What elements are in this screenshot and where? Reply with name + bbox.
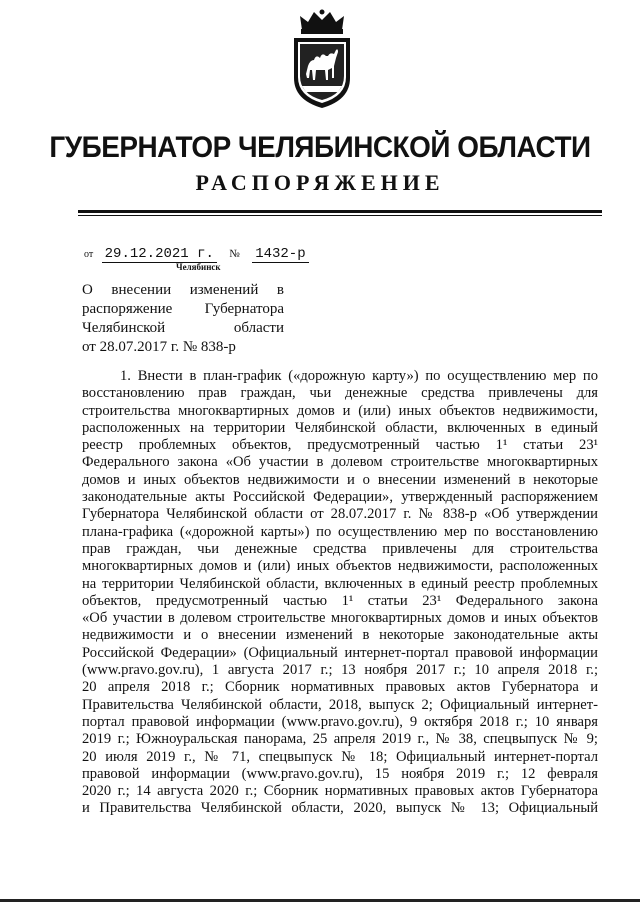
body-line: 1. Внести в план-график («дорожную карту») по осуществлению мер по: [120, 368, 598, 384]
document-type: РАСПОРЯЖЕНИЕ: [195, 170, 445, 195]
document-date: 29.12.2021 г.: [102, 246, 217, 263]
body-line: плана-графика («дорожной карты») по осуществлению мер по восстановлению: [82, 523, 598, 540]
city-label: Челябинск: [176, 262, 221, 272]
header-divider-thin: [78, 215, 602, 216]
body-line: домов и иных объектов недвижимости и о внесении изменений в некоторые: [82, 471, 598, 488]
body-text: [82, 368, 598, 818]
body-line: Правительства Челябинской области, 2018, выпуск 2; Официальный интернет-: [82, 696, 598, 713]
document-number: 1432-р: [252, 246, 308, 263]
header-divider-thick: [78, 210, 602, 213]
body-line: Российской Федерации» (Официальный интернет-портал правовой информации: [82, 644, 598, 661]
body-line: правовой информации (www.pravo.gov.ru), 15 ноября 2019 г.; 12 февраля: [82, 765, 598, 782]
body-line: недвижимости и о внесении изменений в некоторые законодательные акты: [82, 627, 598, 644]
body-line: и Правительства Челябинской области, 2020, выпуск № 13; Официальный: [82, 800, 598, 817]
number-label: №: [229, 248, 240, 260]
body-line: 20 апреля 2018 г.; Сборник нормативных правовых актов Губернатора и: [82, 679, 598, 696]
body-line: объектов, предусмотренный частью 1¹ статьи 23¹ Федерального закона: [82, 592, 598, 609]
subject-block: [82, 281, 284, 357]
body-line: 2020 г.; 14 августа 2020 г.; Сборник нормативных правовых актов Губернатора: [82, 783, 598, 800]
body-line: 20 июля 2019 г., № 71, спецвыпуск № 18; Официальный интернет-портал: [82, 748, 598, 765]
date-number-row: [84, 246, 309, 263]
subject-line: распоряжение Губернатора: [82, 301, 284, 317]
body-line: реестр проблемных объектов, предусмотренный частью 1¹ статьи 23¹: [82, 437, 598, 454]
subject-line: Челябинской области: [82, 320, 284, 336]
body-line: многоквартирных домов и (или) иных объектов недвижимости, расположенных: [82, 558, 598, 575]
from-label: от: [84, 249, 94, 260]
body-line: «Об участии в долевом строительстве многоквартирных домов и иных объектов: [82, 610, 598, 627]
body-line: Федерального закона «Об участии в долевом строительстве многоквартирных: [82, 454, 598, 471]
body-line: Губернатора Челябинской области от 28.07.2017 г. № 838-р «Об утверждении: [82, 506, 598, 523]
body-line: 2019 г.; Южноуральская панорама, 25 апреля 2019 г., № 38, спецвыпуск № 9;: [82, 731, 598, 748]
body-line: восстановлению прав граждан, чьи денежные средства привлечены для: [82, 385, 598, 402]
body-line: строительства многоквартирных домов и (или) иных объектов недвижимости,: [82, 402, 598, 419]
page-title: ГУБЕРНАТОР ЧЕЛЯБИНСКОЙ ОБЛАСТИ: [49, 131, 591, 164]
subject-line: от 28.07.2017 г. № 838-р: [82, 339, 236, 355]
body-line: законодательные акты Российской Федерации», утвержденный распоряжением: [82, 489, 598, 506]
coat-of-arms-icon: [288, 8, 356, 112]
subject-line: О внесении изменений в: [82, 282, 284, 298]
body-line: на территории Челябинской области, включенных в единый реестр проблемных: [82, 575, 598, 592]
body-line: (www.pravo.gov.ru), 1 августа 2017 г.; 13 ноября 2017 г.; 10 апреля 2018 г.;: [82, 662, 598, 679]
body-line: прав граждан, чьи денежные средства привлечены для строительства: [82, 540, 598, 557]
page-bottom-edge: [0, 899, 640, 902]
body-line: портал правовой информации (www.pravo.gov.ru), 9 октября 2018 г.; 10 января: [82, 713, 598, 730]
body-line: расположенных на территории Челябинской области, включенных в единый: [82, 419, 598, 436]
